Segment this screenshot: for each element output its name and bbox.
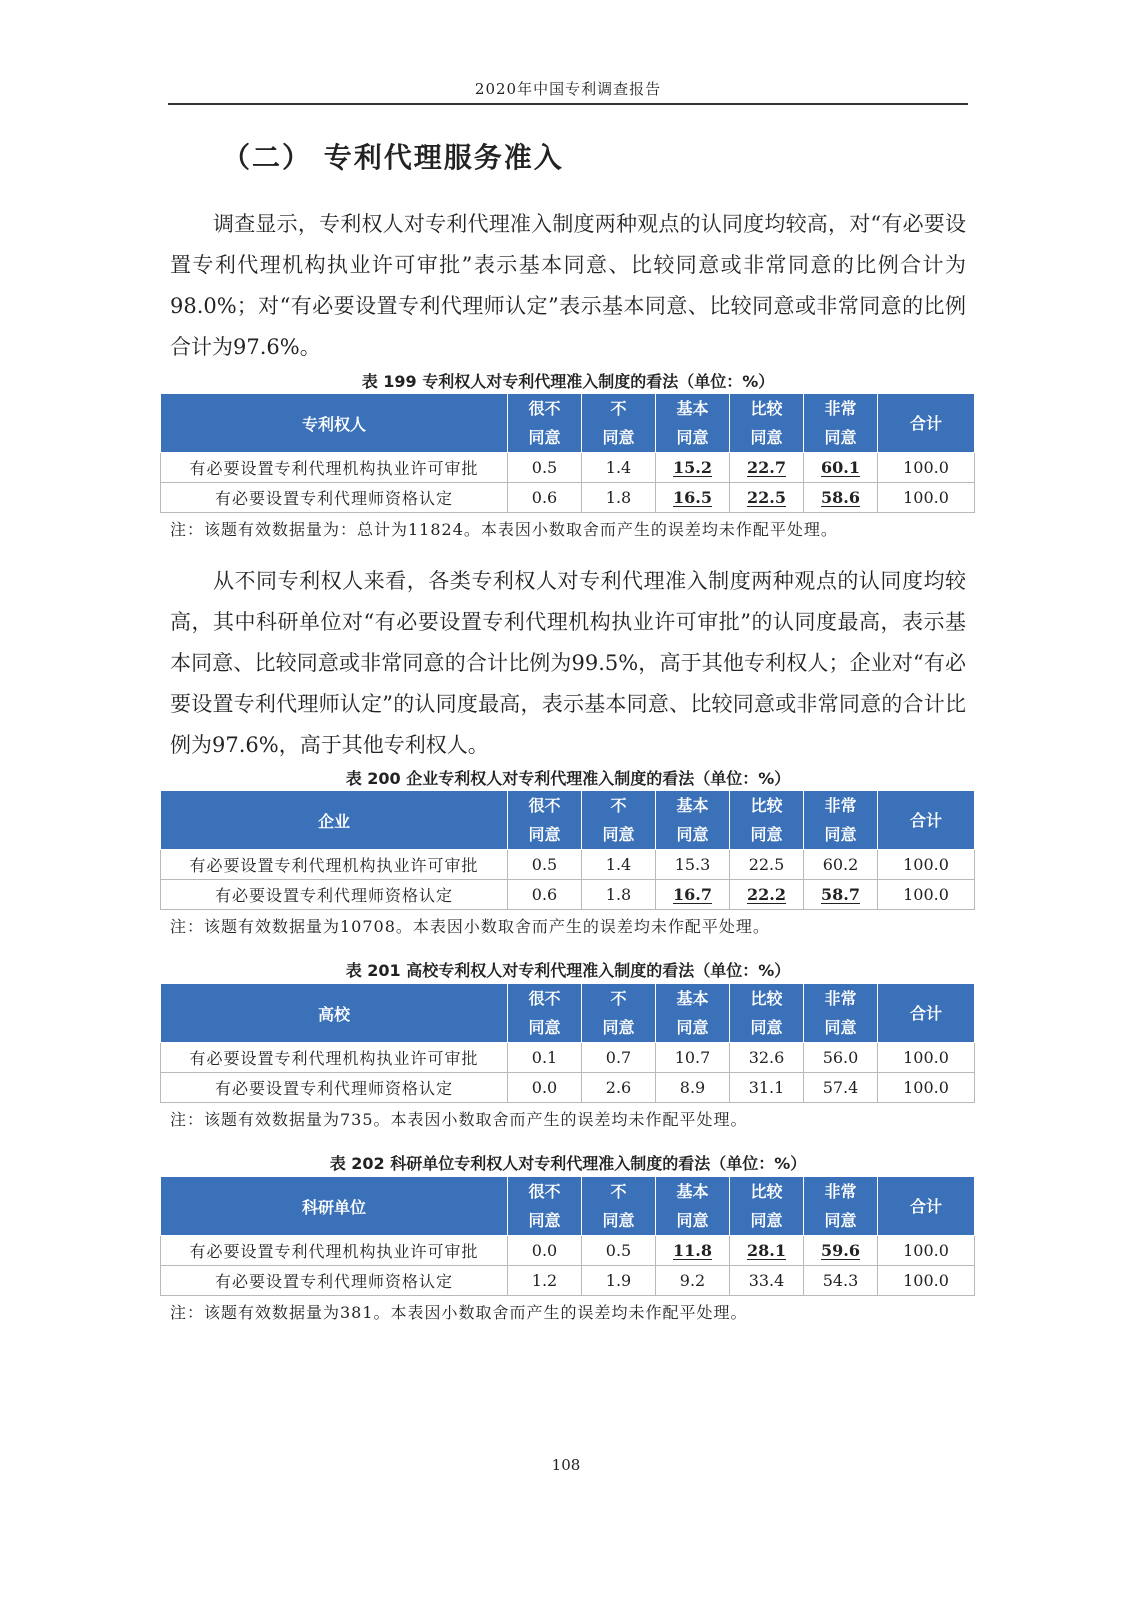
column-header: 合计	[878, 791, 975, 850]
page-number: 108	[551, 1456, 581, 1474]
column-header: 合计	[878, 984, 975, 1043]
paragraph-1: 调查显示，专利权人对专利代理准入制度两种观点的认同度均较高，对“有必要设置专利代理机构执业许可审批”表示基本同意、比较同意或非常同意的比例合计为98.0%；对“有必要设置专利代理师认定”表示基本同意、比较同意或非常同意的比例合计为97.6%。	[170, 212, 966, 359]
row-label: 有必要设置专利代理机构执业许可审批	[161, 1043, 508, 1073]
table-caption: 表 202 科研单位专利权人对专利代理准入制度的看法（单位：%）	[329, 1154, 807, 1173]
table-note: 注：该题有效数据量为735。本表因小数取舍而产生的误差均未作配平处理。	[170, 1110, 748, 1129]
table-cell: 1.4	[582, 453, 656, 483]
row-label: 有必要设置专利代理机构执业许可审批	[161, 1236, 508, 1266]
table-cell: 100.0	[878, 483, 975, 513]
column-header: 比较 同意	[730, 791, 804, 850]
table-cell: 0.0	[508, 1236, 582, 1266]
table-cell: 60.1	[804, 453, 878, 483]
column-header: 合计	[878, 1177, 975, 1236]
column-header: 很不 同意	[508, 394, 582, 453]
table-note: 注：该题有效数据量为：总计为11824。本表因小数取舍而产生的误差均未作配平处理。	[170, 520, 838, 539]
table-cell: 22.5	[730, 850, 804, 880]
column-header: 很不 同意	[508, 791, 582, 850]
table-cell: 2.6	[582, 1073, 656, 1103]
row-header-cell: 专利权人	[161, 394, 508, 453]
table-header-row	[161, 394, 975, 453]
table-cell: 60.2	[804, 850, 878, 880]
table-cell: 100.0	[878, 1073, 975, 1103]
row-header-cell: 高校	[161, 984, 508, 1043]
table-header-row	[161, 791, 975, 850]
row-header-cell: 科研单位	[161, 1177, 508, 1236]
header-rule	[168, 103, 968, 105]
table-cell: 16.5	[656, 483, 730, 513]
table-cell: 1.8	[582, 880, 656, 910]
data-table	[160, 790, 975, 910]
column-header: 基本 同意	[656, 394, 730, 453]
table-cell: 0.6	[508, 483, 582, 513]
row-label: 有必要设置专利代理师资格认定	[161, 483, 508, 513]
table-cell: 0.5	[582, 1236, 656, 1266]
table-cell: 100.0	[878, 1043, 975, 1073]
table-cell: 16.7	[656, 880, 730, 910]
table-row	[161, 880, 975, 910]
table-cell: 56.0	[804, 1043, 878, 1073]
column-header: 非常 同意	[804, 1177, 878, 1236]
row-label: 有必要设置专利代理师资格认定	[161, 1266, 508, 1296]
table-cell: 9.2	[656, 1266, 730, 1296]
table-cell: 57.4	[804, 1073, 878, 1103]
table-cell: 1.2	[508, 1266, 582, 1296]
table-note: 注：该题有效数据量为381。本表因小数取舍而产生的误差均未作配平处理。	[170, 1303, 748, 1322]
table-cell: 31.1	[730, 1073, 804, 1103]
table-cell: 22.7	[730, 453, 804, 483]
column-header: 很不 同意	[508, 984, 582, 1043]
table-cell: 100.0	[878, 880, 975, 910]
column-header: 基本 同意	[656, 791, 730, 850]
table-cell: 11.8	[656, 1236, 730, 1266]
table-cell: 0.5	[508, 453, 582, 483]
table-cell: 0.5	[508, 850, 582, 880]
table-cell: 32.6	[730, 1043, 804, 1073]
table-caption: 表 200 企业专利权人对专利代理准入制度的看法（单位：%）	[345, 769, 791, 788]
column-header: 比较 同意	[730, 394, 804, 453]
column-header: 非常 同意	[804, 984, 878, 1043]
table-cell: 100.0	[878, 1266, 975, 1296]
row-label: 有必要设置专利代理师资格认定	[161, 1073, 508, 1103]
table-cell: 100.0	[878, 850, 975, 880]
row-label: 有必要设置专利代理机构执业许可审批	[161, 453, 508, 483]
column-header: 非常 同意	[804, 394, 878, 453]
column-header: 比较 同意	[730, 984, 804, 1043]
data-table	[160, 393, 975, 513]
table-cell: 15.3	[656, 850, 730, 880]
table-cell: 1.9	[582, 1266, 656, 1296]
table-cell: 58.7	[804, 880, 878, 910]
data-table	[160, 983, 975, 1103]
table-cell: 59.6	[804, 1236, 878, 1266]
table-cell: 0.6	[508, 880, 582, 910]
table-cell: 10.7	[656, 1043, 730, 1073]
section-title: （二） 专利代理服务准入	[222, 141, 564, 174]
table-cell: 0.0	[508, 1073, 582, 1103]
table-caption: 表 201 高校专利权人对专利代理准入制度的看法（单位：%）	[345, 961, 791, 980]
column-header: 合计	[878, 394, 975, 453]
column-header: 不 同意	[582, 394, 656, 453]
table-header-row	[161, 984, 975, 1043]
row-header-cell: 企业	[161, 791, 508, 850]
column-header: 不 同意	[582, 791, 656, 850]
table-cell: 100.0	[878, 453, 975, 483]
table-row	[161, 453, 975, 483]
row-label: 有必要设置专利代理师资格认定	[161, 880, 508, 910]
table-caption: 表 199 专利权人对专利代理准入制度的看法（单位：%）	[361, 372, 775, 391]
table-row	[161, 850, 975, 880]
table-cell: 100.0	[878, 1236, 975, 1266]
table-cell: 8.9	[656, 1073, 730, 1103]
table-cell: 15.2	[656, 453, 730, 483]
table-cell: 0.1	[508, 1043, 582, 1073]
table-row	[161, 1266, 975, 1296]
table-note: 注：该题有效数据量为10708。本表因小数取舍而产生的误差均未作配平处理。	[170, 917, 770, 936]
column-header: 基本 同意	[656, 984, 730, 1043]
running-header: 2020年中国专利调查报告	[474, 80, 662, 98]
table-header-row	[161, 1177, 975, 1236]
data-table	[160, 1176, 975, 1296]
column-header: 很不 同意	[508, 1177, 582, 1236]
column-header: 不 同意	[582, 984, 656, 1043]
table-row	[161, 1043, 975, 1073]
table-cell: 0.7	[582, 1043, 656, 1073]
table-cell: 54.3	[804, 1266, 878, 1296]
column-header: 非常 同意	[804, 791, 878, 850]
table-row	[161, 1236, 975, 1266]
table-cell: 1.4	[582, 850, 656, 880]
table-cell: 22.5	[730, 483, 804, 513]
row-label: 有必要设置专利代理机构执业许可审批	[161, 850, 508, 880]
paragraph-2: 从不同专利权人来看，各类专利权人对专利代理准入制度两种观点的认同度均较高，其中科研单位对“有必要设置专利代理机构执业许可审批”的认同度最高，表示基本同意、比较同意或非常同意的合计比例为99.5%，高于其他专利权人；企业对“有必要设置专利代理师认定”的认同度最高，表示基本同意、比较同意或非常同意的合计比例为97.6%，高于其他专利权人。	[170, 569, 966, 757]
table-cell: 1.8	[582, 483, 656, 513]
column-header: 基本 同意	[656, 1177, 730, 1236]
table-cell: 28.1	[730, 1236, 804, 1266]
table-row	[161, 1073, 975, 1103]
table-row	[161, 483, 975, 513]
column-header: 比较 同意	[730, 1177, 804, 1236]
table-cell: 22.2	[730, 880, 804, 910]
column-header: 不 同意	[582, 1177, 656, 1236]
table-cell: 33.4	[730, 1266, 804, 1296]
table-cell: 58.6	[804, 483, 878, 513]
